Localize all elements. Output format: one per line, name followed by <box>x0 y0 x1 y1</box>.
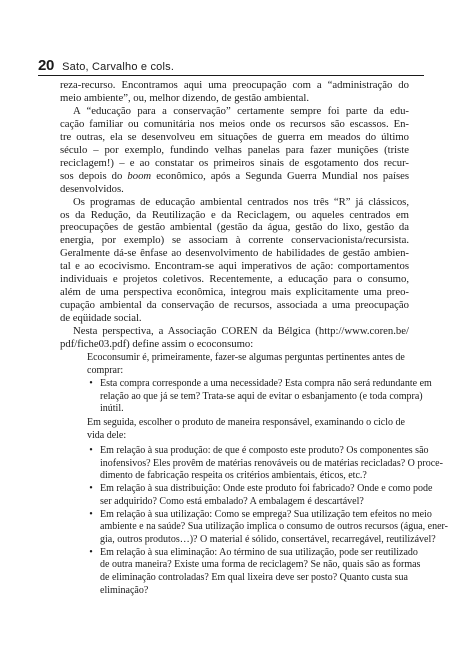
list-item-line: eliminação? <box>100 584 149 596</box>
list-item-line: dimento de fabricação respeita os critérios ambientais, éticos, etc.? <box>100 470 367 482</box>
paragraph-line <box>60 170 409 183</box>
list-item-line: inofensivos? Eles provêm de matérias renováveis ou de matérias recicladas? O proce- <box>100 457 443 469</box>
list-item-line: Em relação à sua distribuição: Onde este produto foi fabricado? Onde e como pode <box>100 483 433 495</box>
list-item-line: ambiente e na saúde? Sua utilização implica o consumo de outros recursos (água, ener- <box>100 521 449 533</box>
paragraph-line: Geralmente dá-se ênfase ao desenvolvimento de habilidades de gestão ambien- <box>60 247 409 260</box>
list-item-line: de eliminação controladas? Em qual lixeira deve ser posto? Quanto custa sua <box>100 572 408 584</box>
paragraph-line: Os programas de educação ambiental centrados nos três “R” já clássicos, <box>73 195 409 208</box>
list-item-line: Esta compra corresponde a uma necessidade? Esta compra não será redundante em <box>100 378 432 389</box>
paragraph-line: além de uma perspectiva econômica, integrou mais explicitamente uma preo- <box>60 286 409 299</box>
paragraph-line: tre outras, ela se desenvolveu em situações de guerra em meados do último <box>60 130 409 143</box>
body-text <box>60 79 409 351</box>
quote-intro-1: Ecoconsumir é, primeiramente, fazer-se algumas perguntas pertinentes antes de comprar: <box>87 352 405 376</box>
paragraph-line: tal e ao ecocivismo. Encontram-se aqui imperativos de ação: comportamentos <box>60 260 409 273</box>
paragraph-line: de eqüidade social. <box>60 312 142 325</box>
text-run: sos depois do <box>60 169 123 182</box>
paragraph-line: reza-recurso. Encontramos aqui uma preocupação com a “administração do <box>60 79 409 91</box>
list-item <box>87 378 432 416</box>
paragraph-line: século – por exemplo, fundindo velhas panelas para fazer munições (triste <box>60 143 409 156</box>
list-item-line: de outra maneira? Existe uma forma de reciclagem? Se não, quais são as formas <box>100 559 421 571</box>
paragraph-line: preocupações de gestão ambiental (gestão da água, gestão do lixo, gestão da <box>60 221 409 234</box>
paragraph-line: desenvolvidos. <box>60 182 124 195</box>
quote-bullet-list-1 <box>87 378 432 416</box>
list-item-line: relação ao que já se tem? Trata-se aqui de evitar o esbanjamento (e toda compra) <box>100 390 423 402</box>
text-run: econômico, após a Segunda Guerra Mundial nos países <box>156 169 410 182</box>
paragraph-line: os da Redução, da Reutilização e da Reciclagem, ou aqueles centrados em <box>60 208 409 221</box>
list-item-line: inútil. <box>100 403 124 415</box>
list-item-line: Em relação à sua produção: de que é composto este produto? Os componentes são <box>100 445 429 456</box>
paragraph-line: energia, por exemplo) se associam à corrente conservacionista/recursista. <box>60 234 409 247</box>
italic-term: boom <box>127 169 152 182</box>
quote-bullet-list-2 <box>87 445 449 597</box>
list-item-line: ser adquirido? Como está embalado? A embalagem é descartável? <box>100 495 364 507</box>
list-item-line: Em relação à sua eliminação: Ao término de sua utilização, pode ser reutilizado <box>100 546 418 558</box>
page-header <box>38 50 424 74</box>
header-rule <box>38 75 424 76</box>
list-item <box>87 445 443 483</box>
paragraph-line: A “educação para a conservação” certamente sempre foi parte da edu- <box>73 104 409 117</box>
running-head: Sato, Carvalho e cols. <box>62 61 175 73</box>
bullet-icon: • <box>89 483 93 495</box>
paragraph-line: cação familiar ou comunitária nos meios onde os recursos são escassos. En- <box>60 117 409 130</box>
bullet-icon: • <box>89 445 93 456</box>
paragraph-line: reciclagem!) – e ao constatar os primeiros sinais de esgotamento dos recur- <box>60 156 409 169</box>
paragraph-line: meio ambiente”, ou, melhor dizendo, de gestão ambiental. <box>60 91 309 104</box>
paragraph-line: individuais e projetos coletivos. Recentemente, a educação para o consumo, <box>60 273 409 286</box>
list-item <box>87 483 433 508</box>
page-number: 20 <box>38 57 55 74</box>
paragraph-line: cupação ambiental da conservação de recursos, associada a uma preocupação <box>60 299 409 312</box>
bullet-icon: • <box>89 508 93 520</box>
list-item-line: Em relação à sua utilização: Como se emprega? Sua utilização tem efeitos no meio <box>100 508 432 520</box>
list-item <box>87 546 421 598</box>
paragraph-line: pdf/fiche03.pdf) define assim o ecoconsumo: <box>60 338 254 351</box>
bullet-icon: • <box>89 546 93 558</box>
list-item <box>87 508 449 547</box>
paragraph-line: Nesta perspectiva, a Associação COREN da Bélgica (http://www.coren.be/ <box>73 325 409 338</box>
bullet-icon: • <box>89 378 93 389</box>
list-item-line: gia, outros produtos…)? O material é sólido, consertável, recarregável, reutilizável? <box>100 533 436 545</box>
quote-intro-2: Em seguida, escolher o produto de maneira responsável, examinando o ciclo de vida dele: <box>87 417 405 441</box>
